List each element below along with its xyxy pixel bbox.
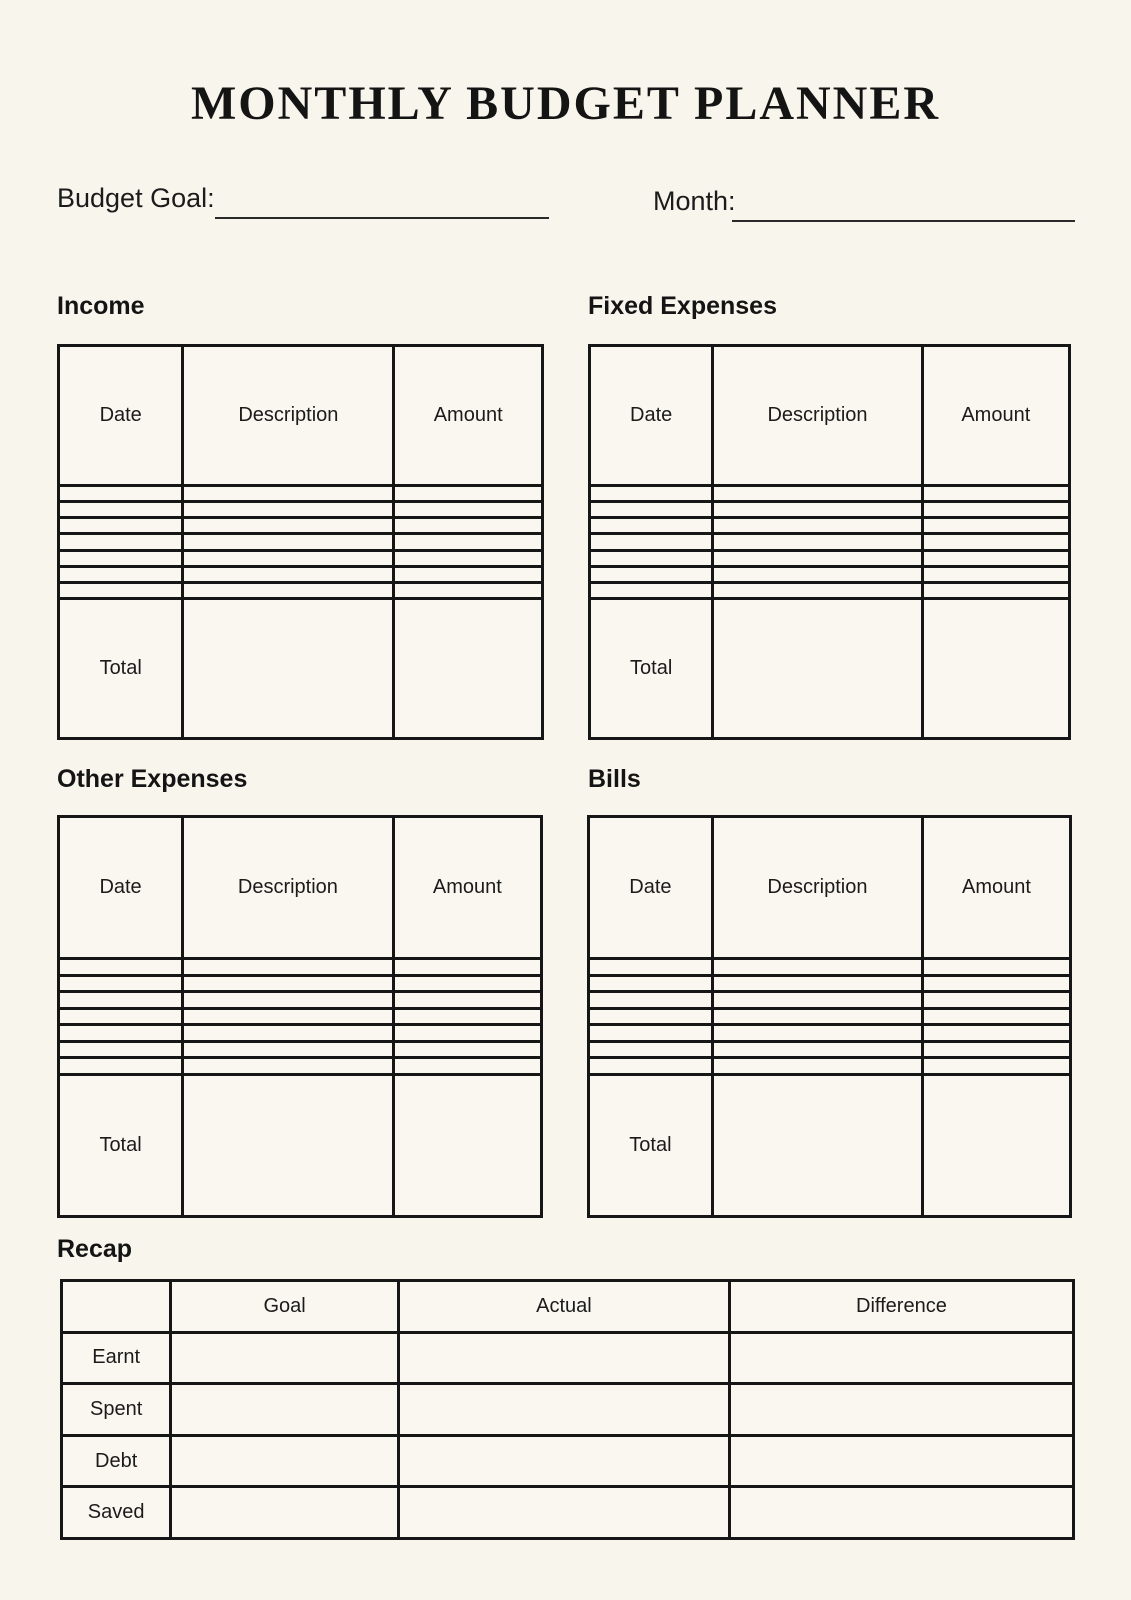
empty-cell[interactable] <box>183 518 394 534</box>
recap-difference-cell[interactable] <box>729 1332 1073 1384</box>
empty-cell[interactable] <box>590 502 713 518</box>
budget-goal-input-line[interactable] <box>215 217 549 219</box>
other-expenses-table <box>57 815 543 1218</box>
total-description-cell[interactable] <box>713 598 922 738</box>
empty-cell[interactable] <box>590 485 713 501</box>
total-value-cell[interactable] <box>922 598 1069 738</box>
empty-cell[interactable] <box>59 975 183 991</box>
empty-cell[interactable] <box>590 582 713 598</box>
recap-row-label: Saved <box>62 1487 171 1539</box>
section-heading-other-expenses: Other Expenses <box>57 765 248 793</box>
page-title: MONTHLY BUDGET PLANNER <box>191 77 940 130</box>
recap-actual-cell[interactable] <box>398 1487 729 1539</box>
empty-cell[interactable] <box>589 1041 713 1057</box>
total-label-cell: Total <box>59 598 183 738</box>
table-row <box>589 1025 1071 1041</box>
recap-column-header-goal: Goal <box>171 1281 399 1333</box>
empty-cell[interactable] <box>183 1008 394 1024</box>
total-description-cell[interactable] <box>183 1074 394 1216</box>
empty-cell[interactable] <box>183 1058 394 1074</box>
empty-cell[interactable] <box>922 518 1069 534</box>
empty-cell[interactable] <box>59 485 183 501</box>
table-row <box>589 959 1071 975</box>
table-row <box>59 502 543 518</box>
empty-cell[interactable] <box>394 485 543 501</box>
empty-cell[interactable] <box>712 1025 922 1041</box>
empty-cell[interactable] <box>590 518 713 534</box>
recap-corner-cell <box>62 1281 171 1333</box>
total-value-cell[interactable] <box>923 1074 1071 1216</box>
total-value-cell[interactable] <box>394 598 543 738</box>
total-description-cell[interactable] <box>712 1074 922 1216</box>
table-row <box>589 1058 1071 1074</box>
recap-difference-cell[interactable] <box>729 1435 1073 1487</box>
table-row <box>59 992 542 1008</box>
table-header-row <box>589 817 1071 959</box>
table-row <box>590 502 1070 518</box>
table-header-row <box>590 346 1070 486</box>
recap-goal-cell[interactable] <box>171 1487 399 1539</box>
recap-actual-cell[interactable] <box>398 1384 729 1436</box>
recap-row-label: Debt <box>62 1435 171 1487</box>
empty-cell[interactable] <box>394 518 543 534</box>
recap-row-spent <box>62 1384 1074 1436</box>
empty-cell[interactable] <box>393 1058 541 1074</box>
empty-cell[interactable] <box>712 975 922 991</box>
empty-cell[interactable] <box>922 534 1069 550</box>
empty-cell[interactable] <box>590 534 713 550</box>
empty-cell[interactable] <box>59 566 183 582</box>
recap-difference-cell[interactable] <box>729 1487 1073 1539</box>
total-description-cell[interactable] <box>183 598 394 738</box>
empty-cell[interactable] <box>923 992 1071 1008</box>
empty-cell[interactable] <box>59 959 183 975</box>
empty-cell[interactable] <box>394 582 543 598</box>
empty-cell[interactable] <box>183 1041 394 1057</box>
table-row <box>590 566 1070 582</box>
recap-column-header-difference: Difference <box>729 1281 1073 1333</box>
bills-table <box>587 815 1072 1218</box>
section-heading-bills: Bills <box>588 765 641 793</box>
table-row <box>589 992 1071 1008</box>
recap-table <box>60 1279 1075 1540</box>
empty-cell[interactable] <box>922 582 1069 598</box>
total-row <box>589 1074 1071 1216</box>
empty-cell[interactable] <box>713 550 922 566</box>
recap-goal-cell[interactable] <box>171 1332 399 1384</box>
empty-cell[interactable] <box>712 1008 922 1024</box>
column-header-description: Description <box>712 817 922 959</box>
empty-cell[interactable] <box>183 582 394 598</box>
table-row <box>590 582 1070 598</box>
empty-cell[interactable] <box>394 566 543 582</box>
empty-cell[interactable] <box>922 485 1069 501</box>
empty-cell[interactable] <box>393 975 541 991</box>
table-row <box>589 1041 1071 1057</box>
column-header-date: Date <box>590 346 713 486</box>
month-input-line[interactable] <box>732 220 1075 222</box>
fixed-expenses-table <box>588 344 1071 740</box>
recap-row-label: Spent <box>62 1384 171 1436</box>
empty-cell[interactable] <box>589 975 713 991</box>
empty-cell[interactable] <box>183 959 394 975</box>
empty-cell[interactable] <box>183 1025 394 1041</box>
empty-cell[interactable] <box>922 502 1069 518</box>
empty-cell[interactable] <box>589 1008 713 1024</box>
column-header-date: Date <box>59 346 183 486</box>
empty-cell[interactable] <box>712 992 922 1008</box>
empty-cell[interactable] <box>590 566 713 582</box>
empty-cell[interactable] <box>713 566 922 582</box>
column-header-description: Description <box>183 346 394 486</box>
column-header-description: Description <box>713 346 922 486</box>
column-header-amount: Amount <box>394 346 543 486</box>
empty-cell[interactable] <box>394 502 543 518</box>
total-label-cell: Total <box>589 1074 713 1216</box>
empty-cell[interactable] <box>589 1058 713 1074</box>
table-row <box>59 1025 542 1041</box>
column-header-amount: Amount <box>922 346 1069 486</box>
empty-cell[interactable] <box>713 582 922 598</box>
table-row <box>59 534 543 550</box>
table-row <box>59 485 543 501</box>
empty-cell[interactable] <box>923 1008 1071 1024</box>
recap-row-earnt <box>62 1332 1074 1384</box>
recap-goal-cell[interactable] <box>171 1384 399 1436</box>
empty-cell[interactable] <box>183 992 394 1008</box>
table-row <box>59 1008 542 1024</box>
section-heading-fixed-expenses: Fixed Expenses <box>588 292 777 320</box>
total-label-cell: Total <box>59 1074 183 1216</box>
column-header-amount: Amount <box>923 817 1071 959</box>
empty-cell[interactable] <box>589 992 713 1008</box>
table-row <box>589 975 1071 991</box>
table-row <box>590 518 1070 534</box>
empty-cell[interactable] <box>712 959 922 975</box>
recap-goal-cell[interactable] <box>171 1435 399 1487</box>
table-row <box>589 1008 1071 1024</box>
table-row <box>59 582 543 598</box>
column-header-date: Date <box>589 817 713 959</box>
empty-cell[interactable] <box>59 518 183 534</box>
total-row <box>59 598 543 738</box>
table-row <box>59 959 542 975</box>
table-row <box>59 550 543 566</box>
table-header-row <box>59 817 542 959</box>
total-label-cell: Total <box>590 598 713 738</box>
empty-cell[interactable] <box>394 534 543 550</box>
empty-cell[interactable] <box>59 992 183 1008</box>
empty-cell[interactable] <box>183 485 394 501</box>
column-header-date: Date <box>59 817 183 959</box>
empty-cell[interactable] <box>712 1041 922 1057</box>
recap-column-header-actual: Actual <box>398 1281 729 1333</box>
column-header-description: Description <box>183 817 394 959</box>
total-row <box>59 1074 542 1216</box>
empty-cell[interactable] <box>589 1025 713 1041</box>
column-header-amount: Amount <box>393 817 541 959</box>
table-row <box>59 975 542 991</box>
empty-cell[interactable] <box>393 1025 541 1041</box>
total-value-cell[interactable] <box>393 1074 541 1216</box>
empty-cell[interactable] <box>923 1058 1071 1074</box>
table-row <box>59 518 543 534</box>
empty-cell[interactable] <box>59 1058 183 1074</box>
table-row <box>590 485 1070 501</box>
empty-cell[interactable] <box>923 975 1071 991</box>
empty-cell[interactable] <box>713 485 922 501</box>
empty-cell[interactable] <box>393 959 541 975</box>
recap-difference-cell[interactable] <box>729 1384 1073 1436</box>
empty-cell[interactable] <box>59 502 183 518</box>
empty-cell[interactable] <box>59 550 183 566</box>
empty-cell[interactable] <box>59 1008 183 1024</box>
total-row <box>590 598 1070 738</box>
empty-cell[interactable] <box>713 502 922 518</box>
empty-cell[interactable] <box>183 550 394 566</box>
empty-cell[interactable] <box>183 502 394 518</box>
recap-row-saved <box>62 1487 1074 1539</box>
empty-cell[interactable] <box>923 959 1071 975</box>
empty-cell[interactable] <box>923 1025 1071 1041</box>
empty-cell[interactable] <box>922 550 1069 566</box>
empty-cell[interactable] <box>713 518 922 534</box>
empty-cell[interactable] <box>712 1058 922 1074</box>
table-row <box>59 1041 542 1057</box>
empty-cell[interactable] <box>393 992 541 1008</box>
income-table <box>57 344 544 740</box>
empty-cell[interactable] <box>59 534 183 550</box>
section-heading-recap: Recap <box>57 1235 133 1263</box>
empty-cell[interactable] <box>923 1041 1071 1057</box>
table-row <box>59 566 543 582</box>
empty-cell[interactable] <box>713 534 922 550</box>
table-row <box>590 550 1070 566</box>
section-heading-income: Income <box>57 292 145 320</box>
empty-cell[interactable] <box>183 534 394 550</box>
budget-goal-label: Budget Goal: <box>57 183 215 213</box>
empty-cell[interactable] <box>59 582 183 598</box>
recap-actual-cell[interactable] <box>398 1435 729 1487</box>
table-row <box>59 1058 542 1074</box>
recap-row-label: Earnt <box>62 1332 171 1384</box>
empty-cell[interactable] <box>393 1008 541 1024</box>
recap-actual-cell[interactable] <box>398 1332 729 1384</box>
table-header-row <box>59 346 543 486</box>
empty-cell[interactable] <box>922 566 1069 582</box>
empty-cell[interactable] <box>59 1041 183 1057</box>
empty-cell[interactable] <box>394 550 543 566</box>
recap-row-debt <box>62 1435 1074 1487</box>
empty-cell[interactable] <box>59 1025 183 1041</box>
empty-cell[interactable] <box>590 550 713 566</box>
empty-cell[interactable] <box>393 1041 541 1057</box>
empty-cell[interactable] <box>183 975 394 991</box>
empty-cell[interactable] <box>589 959 713 975</box>
recap-header-row <box>62 1281 1074 1333</box>
empty-cell[interactable] <box>183 566 394 582</box>
table-row <box>590 534 1070 550</box>
month-label: Month: <box>653 186 736 216</box>
